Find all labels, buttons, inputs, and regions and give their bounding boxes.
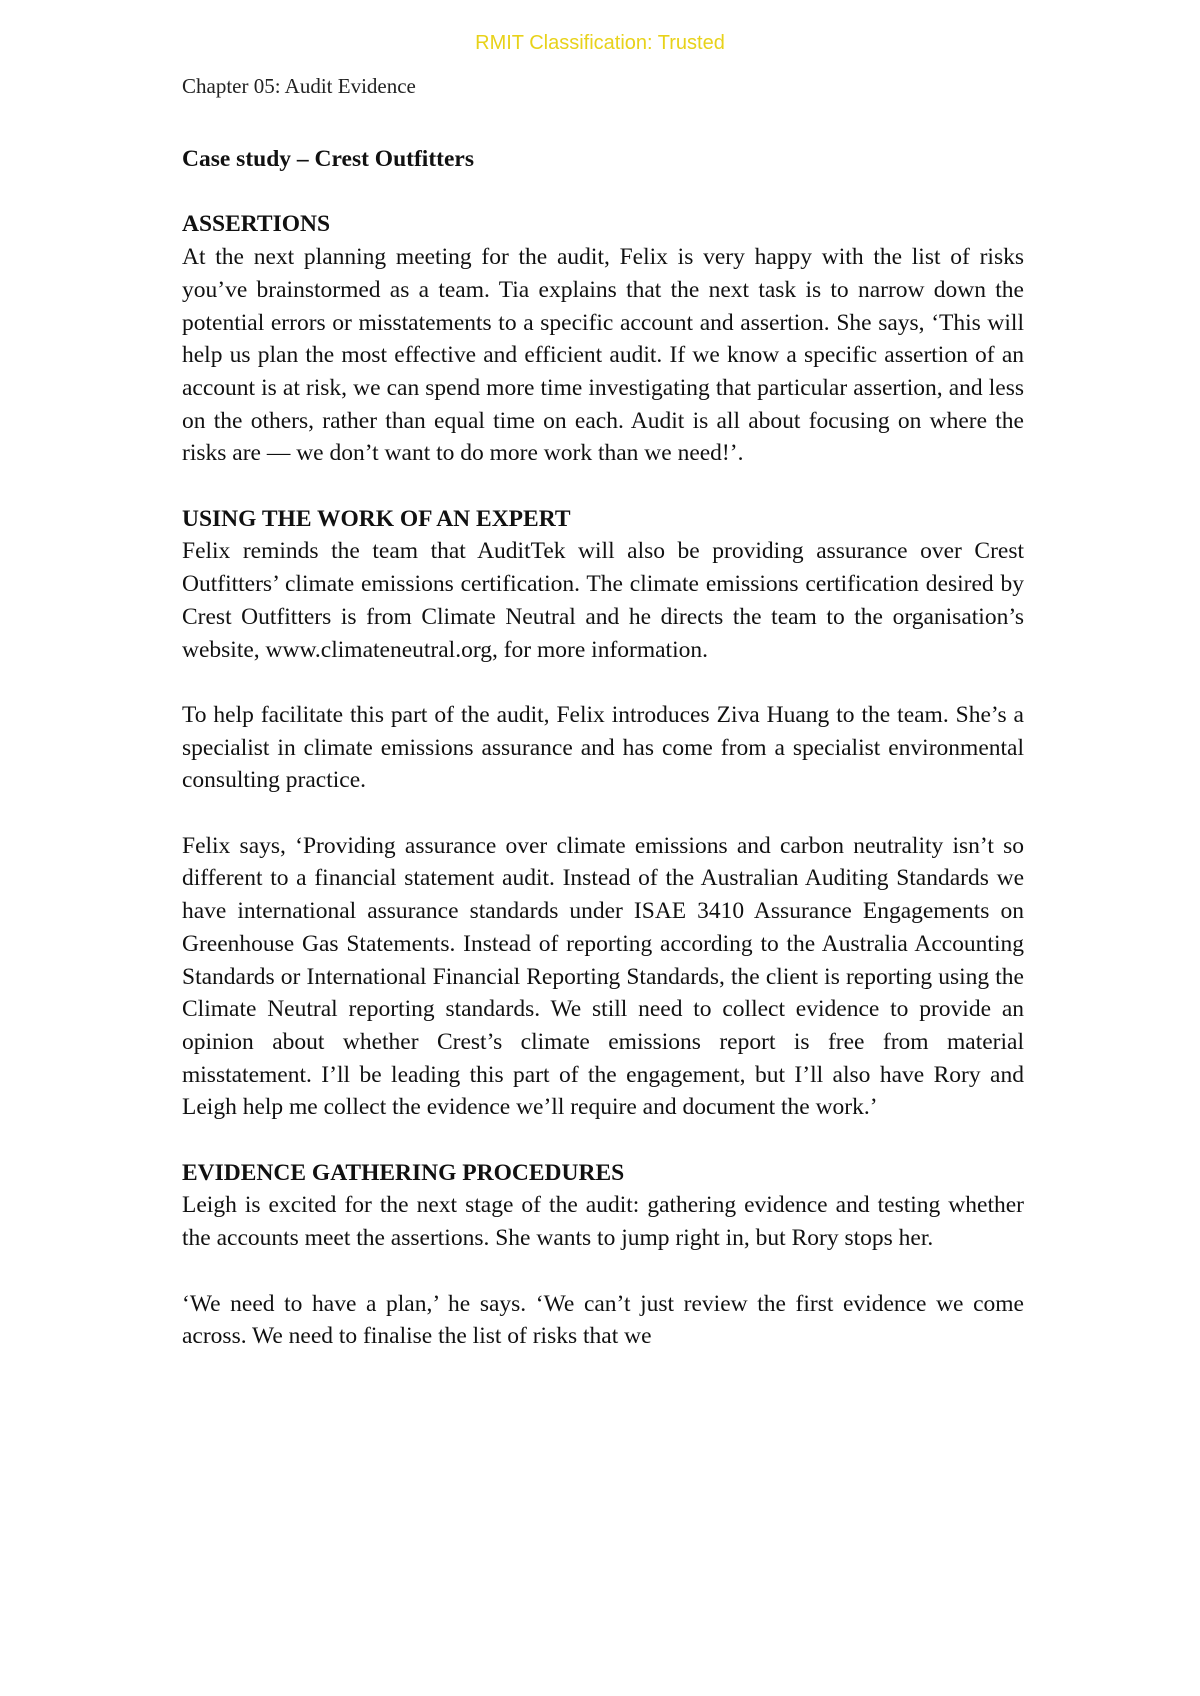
paragraph: ‘We need to have a plan,’ he says. ‘We can’t just review the first evidence we come across. We need to finalise the list of risks that we xyxy=(182,1290,1024,1350)
paragraph: Felix reminds the team that AuditTek will also be providing assurance over Crest Outfitters’ climate emissions certification. The climate emissions certification desired by Crest Outfitters is from Climate Neutral and he directs the team to the organisation’s website, www.climateneutral.org, for more information. xyxy=(182,538,1024,663)
paragraph: Leigh is excited for the next stage of the audit: gathering evidence and testing whether the accounts meet the assertions. She wants to jump right in, but Rory stops her. xyxy=(182,1192,1024,1252)
case-study-title: Case study – Crest Outfitters xyxy=(182,146,474,172)
chapter-header: Chapter 05: Audit Evidence xyxy=(182,74,416,98)
section-heading-assertions: ASSERTIONS xyxy=(182,211,331,238)
paragraph: Felix says, ‘Providing assurance over climate emissions and carbon neutrality isn’t so different to a financial statement audit. Instead of the Australian Auditing Standards we have international assurance standards under ISAE 3410 Assurance Engagements on Greenhouse Gas Statements. Instead of reporting according to the Australia Accounting Standards or International Financial Reporting Standards, the client is reporting using the Climate Neutral reporting standards. We still need to collect evidence to provide an opinion about whether Crest’s climate emissions report is free from material misstatement. I’ll be leading this part of the engagement, but I’ll also have Rory and Leigh help me collect the evidence we’ll require and document the work.’ xyxy=(182,832,1024,1121)
paragraph: To help facilitate this part of the audit, Felix introduces Ziva Huang to the team. She’s a specialist in climate emissions assurance and has come from a specialist environmental consulting practice. xyxy=(182,701,1024,794)
paragraph: At the next planning meeting for the audit, Felix is very happy with the list of risks you’ve brainstormed as a team. Tia explains that the next task is to narrow down the potential errors or misstatements to a specific account and assertion. She says, ‘This will help us plan the most effective and efficient audit. If we know a specific assertion of an account is at risk, we can spend more time investigating that particular assertion, and less on the others, rather than equal time on each. Audit is all about focusing on where the risks are — we don’t want to do more work than we need!’. xyxy=(182,244,1024,467)
section-heading-expert: USING THE WORK OF AN EXPERT xyxy=(182,505,571,532)
document-body xyxy=(182,143,1024,1353)
classification-label: RMIT Classification: Trusted xyxy=(475,32,725,54)
section-heading-evidence: EVIDENCE GATHERING PROCEDURES xyxy=(182,1159,625,1186)
